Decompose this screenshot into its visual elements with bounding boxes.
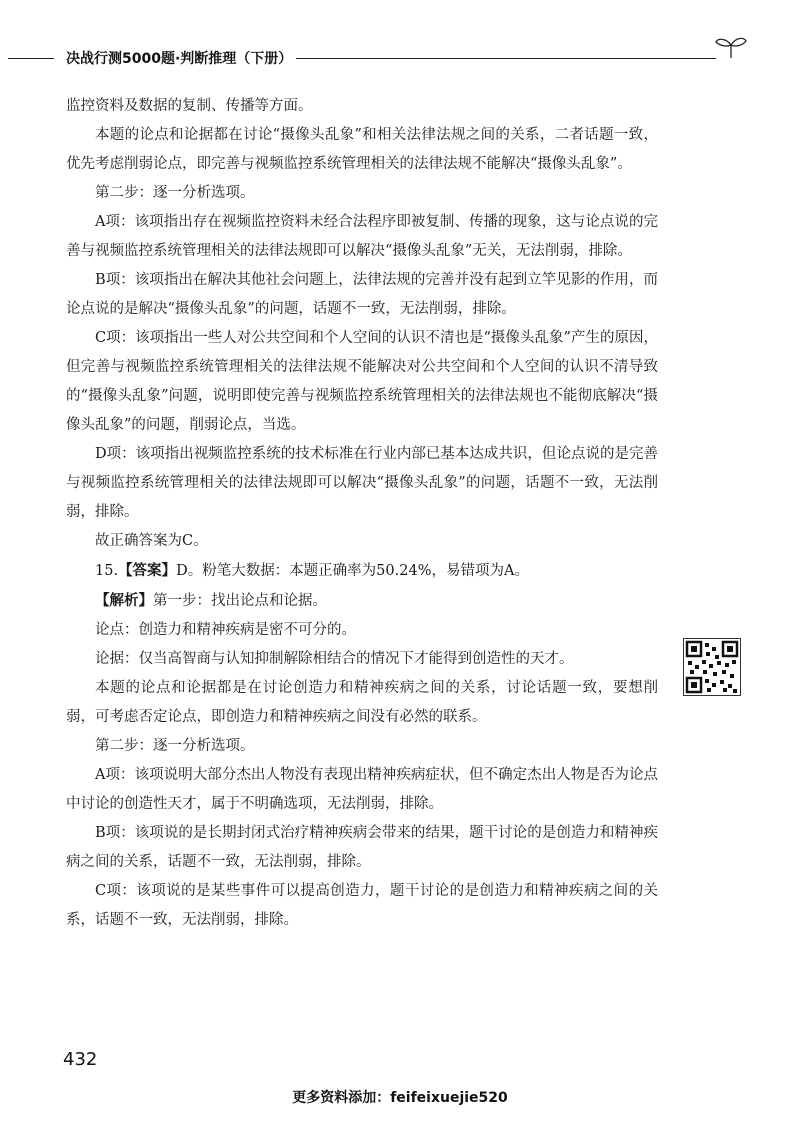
- paragraph: B项：该项说的是长期封闭式治疗精神疾病会带来的结果，题干讨论的是创造力和精神疾病之间的关系，话题不一致，无法削弱，排除。: [66, 825, 658, 870]
- paragraph: D项：该项指出视频监控系统的技术标准在行业内部已基本达成共识，但论点说的是完善与视频监控系统管理相关的法律法规即可以解决“摄像头乱象”的问题，话题不一致，无法削弱，排除。: [66, 446, 658, 520]
- question-number: 15.: [95, 563, 119, 579]
- body-text: [66, 92, 658, 935]
- paragraph: C项：该项说的是某些事件可以提高创造力，题干讨论的是创造力和精神疾病之间的关系，话题不一致，无法削弱，排除。: [66, 883, 658, 928]
- qr-code-icon: [683, 638, 741, 696]
- header-rule-right: [296, 58, 716, 59]
- answer-label: 【答案】: [118, 562, 177, 579]
- analysis-paragraph: [66, 586, 658, 616]
- footer-note: 更多资料添加：feifeixuejie520: [292, 1090, 508, 1106]
- analysis-label: 【解析】: [95, 592, 153, 609]
- paragraph: B项：该项指出在解决其他社会问题上，法律法规的完善并没有起到立竿见影的作用，而论点说的是解决“摄像头乱象”的问题，话题不一致，无法削弱，排除。: [66, 272, 658, 317]
- paragraph: C项：该项指出一些人对公共空间和个人空间的认识不清也是“摄像头乱象”产生的原因，但完善与视频监控系统管理相关的法律法规不能解决对公共空间和个人空间的认识不清导致的“摄像头乱象”问题，说明即使完善与视频监控系统管理相关的法律法规也不能彻底解决“摄像头乱象”的问题，削弱论点，当选。: [66, 330, 658, 433]
- analysis-text: 第一步：找出论点和论据。: [153, 593, 327, 609]
- sprout-icon: [714, 34, 748, 60]
- page-number: 432: [63, 1049, 98, 1070]
- running-header: [0, 44, 800, 74]
- paragraph: 论据：仅当高智商与认知抑制解除相结合的情况下才能得到创造性的天才。: [95, 651, 574, 667]
- paragraph: A项：该项指出存在视频监控资料未经合法程序即被复制、传播的现象，这与论点说的完善与视频监控系统管理相关的法律法规即可以解决“摄像头乱象”无关，无法削弱，排除。: [66, 214, 658, 259]
- paragraph: 故正确答案为C。: [95, 533, 208, 549]
- paragraph: 本题的论点和论据都是在讨论创造力和精神疾病之间的关系，讨论话题一致，要想削弱，可考虑否定论点，即创造力和精神疾病之间没有必然的联系。: [66, 680, 658, 725]
- paragraph: 监控资料及数据的复制、传播等方面。: [66, 98, 313, 114]
- header-rule-left: [8, 58, 54, 59]
- answer-paragraph: [66, 556, 658, 586]
- book-title: 决战行测5000题·判断推理（下册）: [66, 51, 293, 67]
- paragraph: 论点：创造力和精神疾病是密不可分的。: [95, 622, 356, 638]
- paragraph: A项：该项说明大部分杰出人物没有表现出精神疾病症状，但不确定杰出人物是否为论点中讨论的创造性天才，属于不明确选项，无法削弱，排除。: [66, 767, 658, 812]
- answer-text: D。粉笔大数据：本题正确率为50.24%，易错项为A。: [176, 563, 529, 579]
- paragraph: 第二步：逐一分析选项。: [95, 738, 255, 754]
- paragraph: 第二步：逐一分析选项。: [95, 185, 255, 201]
- paragraph: 本题的论点和论据都在讨论“摄像头乱象”和相关法律法规之间的关系，二者话题一致，优先考虑削弱论点，即完善与视频监控系统管理相关的法律法规不能解决“摄像头乱象”。: [66, 127, 658, 172]
